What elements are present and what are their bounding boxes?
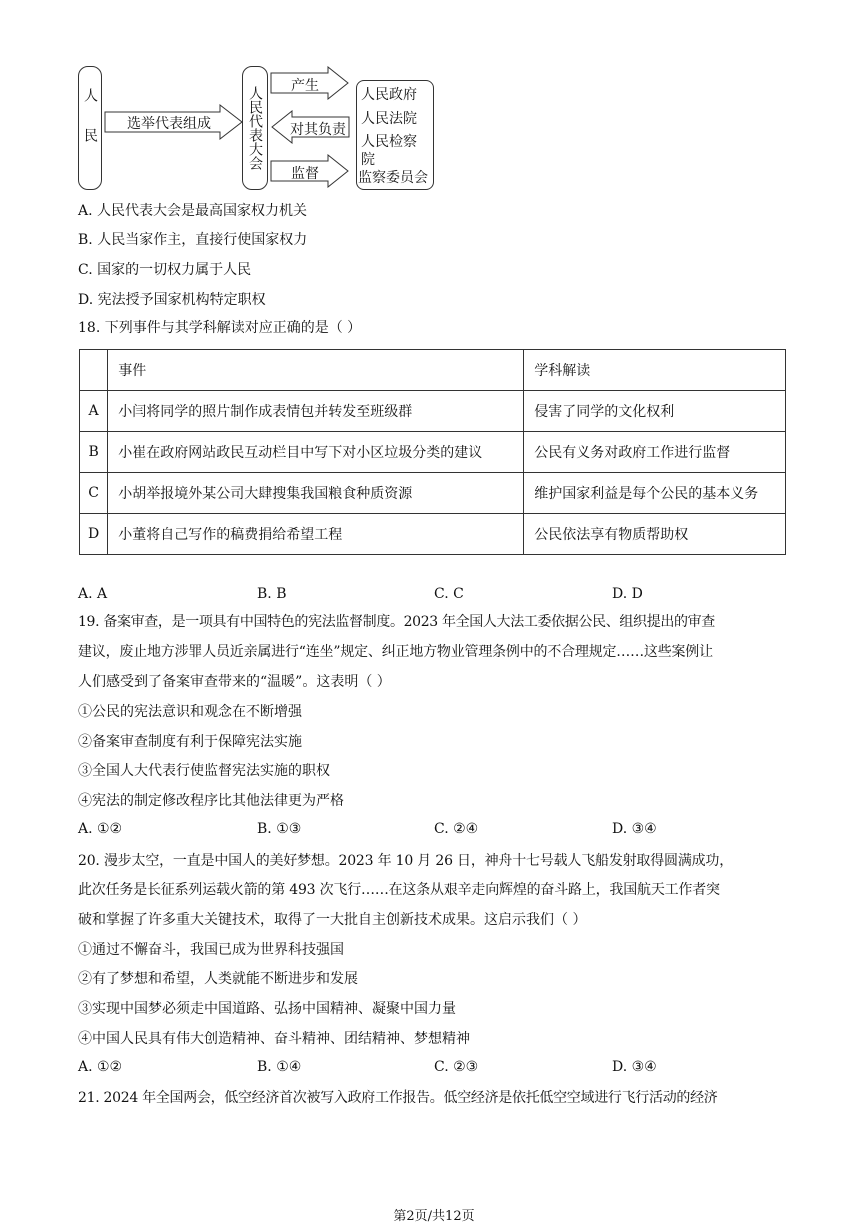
q19-item: ③全国人大代表行使监督宪法实施的职权 (78, 763, 330, 779)
q20-item: ②有了梦想和希望，人类就能不断进步和发展 (78, 971, 358, 987)
table-cell: D (80, 514, 108, 555)
q19-item: ②备案审查制度有利于保障宪法实施 (78, 734, 302, 750)
diagram (78, 62, 438, 194)
organs-box (356, 80, 434, 190)
table-header-row (80, 350, 786, 391)
table-cell: 侵害了同学的文化权利 (524, 391, 786, 432)
q20-option-a: A. ①② (78, 1059, 123, 1075)
q18-option-a: A. A (78, 586, 108, 602)
table-cell: 维护国家利益是每个公民的基本义务 (524, 473, 786, 514)
q19-option-d: D. ③④ (612, 821, 657, 837)
table-cell: 小胡举报境外某公司大肆搜集我国粮食种质资源 (108, 473, 524, 514)
table-row (80, 514, 786, 555)
q18-table (79, 349, 786, 555)
table-cell: 公民有义务对政府工作进行监督 (524, 432, 786, 473)
q17-option-d: D. 宪法授予国家机构特定职权 (78, 292, 266, 308)
people-label: 人民 (82, 88, 98, 168)
table-row (80, 391, 786, 432)
elect-label: 选举代表组成 (127, 116, 211, 132)
table-cell: B (80, 432, 108, 473)
table-cell: 小闫将同学的照片制作成表情包并转发至班级群 (108, 391, 524, 432)
q19-option-a: A. ①② (78, 821, 123, 837)
table-cell: A (80, 391, 108, 432)
q19-option-b: B. ①③ (257, 821, 302, 837)
q20-stem-line: 破和掌握了许多重大关键技术，取得了一大批自主创新技术成果。这启示我们（ ） (78, 912, 587, 928)
congress-label: 人民代表大会 (247, 86, 263, 170)
q18-option-d: D. D (612, 586, 643, 602)
q19-item: ④宪法的制定修改程序比其他法律更为严格 (78, 793, 344, 809)
organ-item: 人民法院 (361, 111, 417, 127)
q19-stem-line: 人们感受到了备案审查带来的“温暖”。这表明（ ） (78, 674, 391, 690)
table-cell: 小崔在政府网站政民互动栏目中写下对小区垃圾分类的建议 (108, 432, 524, 473)
q20-item: ③实现中国梦必须走中国道路、弘扬中国精神、凝聚中国力量 (78, 1001, 456, 1017)
table-header-cell: 事件 (108, 350, 524, 391)
table-cell: 公民依法享有物质帮助权 (524, 514, 786, 555)
page-footer: 第2页/共12页 (393, 1209, 475, 1224)
organ-item: 监察委员会 (358, 170, 428, 186)
q20-item: ④中国人民具有伟大创造精神、奋斗精神、团结精神、梦想精神 (78, 1031, 470, 1047)
congress-box (242, 66, 268, 190)
table-row (80, 432, 786, 473)
q18-options (78, 586, 790, 606)
q20-options (78, 1059, 790, 1079)
q18-option-b: B. B (257, 586, 287, 602)
people-box (78, 66, 102, 190)
q20-option-b: B. ①④ (257, 1059, 302, 1075)
table-header-cell: 学科解读 (524, 350, 786, 391)
q19-stem-line: 19. 备案审查，是一项具有中国特色的宪法监督制度。2023 年全国人大法工委依据公民、组织提出的审查 (78, 614, 715, 630)
q18-stem: 18. 下列事件与其学科解读对应正确的是（ ） (78, 320, 362, 336)
q20-stem-line: 20. 漫步太空，一直是中国人的美好梦想。2023 年 10 月 26 日，神舟十七号载人飞船发射取得圆满成功， (78, 853, 734, 869)
organ-item: 人民政府 (361, 87, 417, 103)
q17-option-a: A. 人民代表大会是最高国家权力机关 (78, 203, 308, 219)
table-row (80, 473, 786, 514)
table-cell: C (80, 473, 108, 514)
q20-option-c: C. ②③ (434, 1059, 479, 1075)
supervise-label: 监督 (291, 166, 319, 182)
produce-label: 产生 (291, 78, 319, 94)
q17-option-c: C. 国家的一切权力属于人民 (78, 262, 252, 278)
q17-option-b: B. 人民当家作主，直接行使国家权力 (78, 232, 308, 248)
organ-item: 人民检察院 (361, 134, 417, 168)
table-cell: 小董将自己写作的稿费捐给希望工程 (108, 514, 524, 555)
q20-stem-line: 此次任务是长征系列运载火箭的第 493 次飞行……在这条从艰辛走向辉煌的奋斗路上，我国航天工作者突 (78, 882, 720, 898)
q19-stem-line: 建议，废止地方涉罪人员近亲属进行“连坐”规定、纠正地方物业管理条例中的不合理规定……这些案例让 (78, 644, 713, 660)
q19-options (78, 821, 790, 841)
q19-option-c: C. ②④ (434, 821, 479, 837)
responsible-label: 对其负责 (290, 122, 346, 138)
q18-option-c: C. C (434, 586, 464, 602)
q21-stem: 21. 2024 年全国两会，低空经济首次被写入政府工作报告。低空经济是依托低空空域进行飞行活动的经济 (78, 1090, 718, 1106)
q20-item: ①通过不懈奋斗，我国已成为世界科技强国 (78, 942, 344, 958)
table-header-cell (80, 350, 108, 391)
q20-option-d: D. ③④ (612, 1059, 657, 1075)
q19-item: ①公民的宪法意识和观念在不断增强 (78, 704, 302, 720)
